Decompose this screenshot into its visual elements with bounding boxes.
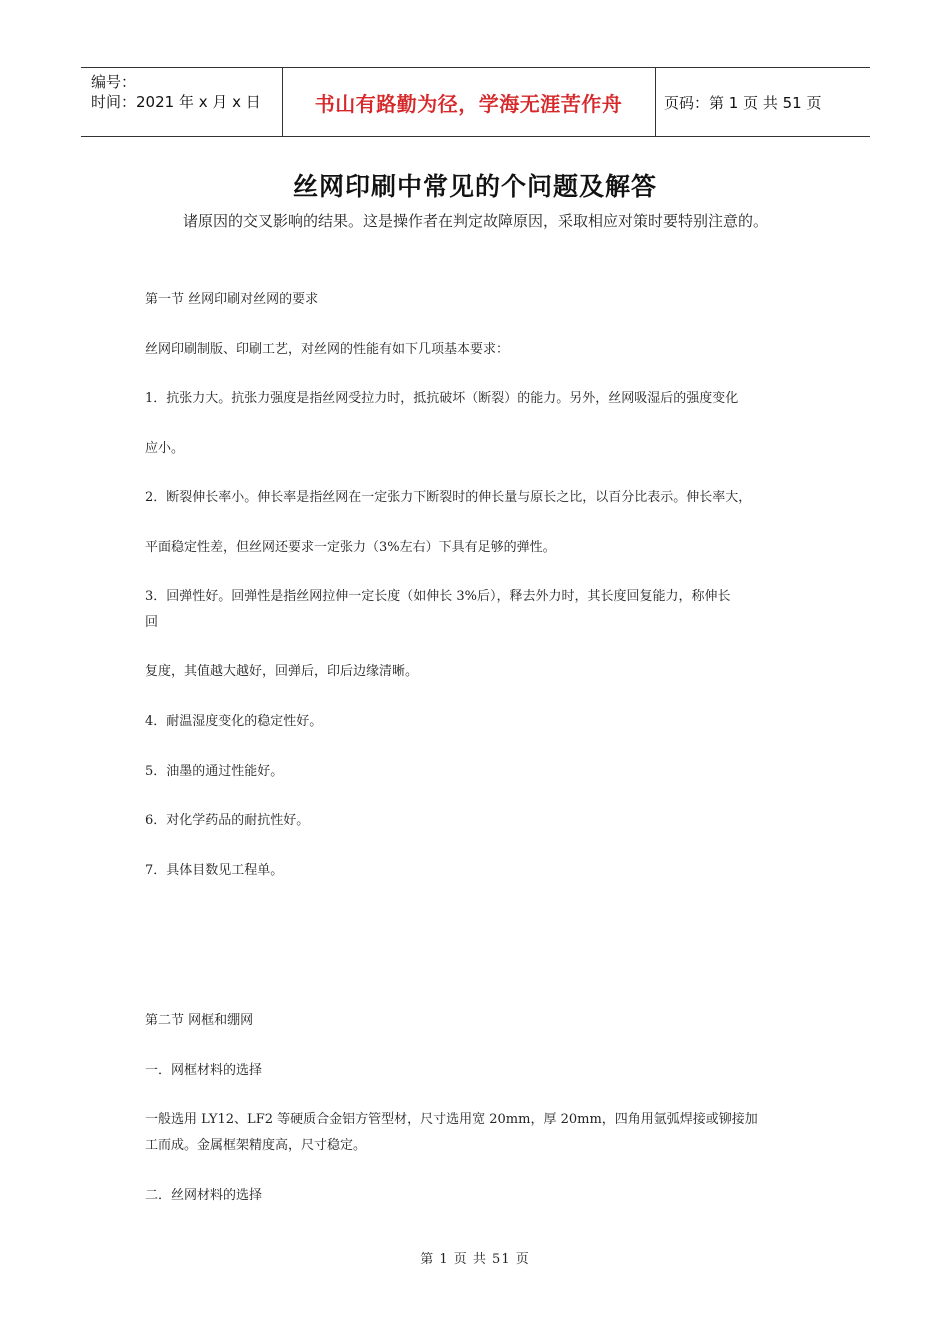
header-meta bbox=[91, 72, 261, 112]
body-line: 5．油墨的通过性能好。 bbox=[145, 764, 284, 779]
body-line: 一般选用 LY12、LF2 等硬质合金铝方管型材，尺寸选用宽 20mm，厚 20mm，四角用氩弧焊接或铆接加 bbox=[145, 1112, 758, 1127]
header-motto: 书山有路勤为径，学海无涯苦作舟 bbox=[314, 91, 623, 116]
intro-paragraph: 诸原因的交叉影响的结果。这是操作者在判定故障原因，采取相应对策时要特别注意的。 bbox=[183, 212, 769, 230]
body-line: 回 bbox=[145, 615, 159, 630]
page-header bbox=[81, 67, 870, 137]
section-2-heading: 第二节 网框和绷网 bbox=[145, 1013, 254, 1028]
body-line: 4．耐温湿度变化的稳定性好。 bbox=[145, 714, 323, 729]
body-line: 丝网印刷制版、印刷工艺，对丝网的性能有如下几项基本要求： bbox=[145, 342, 510, 357]
subsection-heading: 二．丝网材料的选择 bbox=[145, 1188, 263, 1203]
body-line: 7．具体目数见工程单。 bbox=[145, 863, 284, 878]
body-line: 6．对化学药品的耐抗性好。 bbox=[145, 813, 310, 828]
header-page-info: 页码：第 1 页 共 51 页 bbox=[664, 93, 822, 112]
body-line: 工而成。金属框架精度高，尺寸稳定。 bbox=[145, 1138, 367, 1153]
body-line: 复度，其值越大越好，回弹后，印后边缘清晰。 bbox=[145, 664, 419, 679]
body-line: 3．回弹性好。回弹性是指丝网拉伸一定长度（如伸长 3%后），释去外力时，其长度回复能力，称伸长 bbox=[145, 589, 731, 604]
page-footer: 第 1 页 共 51 页 bbox=[420, 1252, 530, 1267]
body-line: 2．断裂伸长率小。伸长率是指丝网在一定张力下断裂时的伸长量与原长之比，以百分比表示。伸长率大， bbox=[145, 490, 752, 505]
body-line: 平面稳定性差，但丝网还要求一定张力（3%左右）下具有足够的弹性。 bbox=[145, 540, 556, 555]
subsection-heading: 一．网框材料的选择 bbox=[145, 1063, 263, 1078]
body-line: 1．抗张力大。抗张力强度是指丝网受拉力时，抵抗破坏（断裂）的能力。另外，丝网吸湿后的强度变化 bbox=[145, 391, 739, 406]
body-line: 应小。 bbox=[145, 441, 185, 456]
section-1-heading: 第一节 丝网印刷对丝网的要求 bbox=[145, 292, 319, 307]
document-title: 丝网印刷中常见的个问题及解答 bbox=[292, 172, 657, 201]
document-time-label: 时间：2021 年 x 月 x 日 bbox=[91, 93, 261, 111]
header-divider-right bbox=[655, 68, 656, 136]
document-number-label: 编号： bbox=[91, 73, 137, 91]
